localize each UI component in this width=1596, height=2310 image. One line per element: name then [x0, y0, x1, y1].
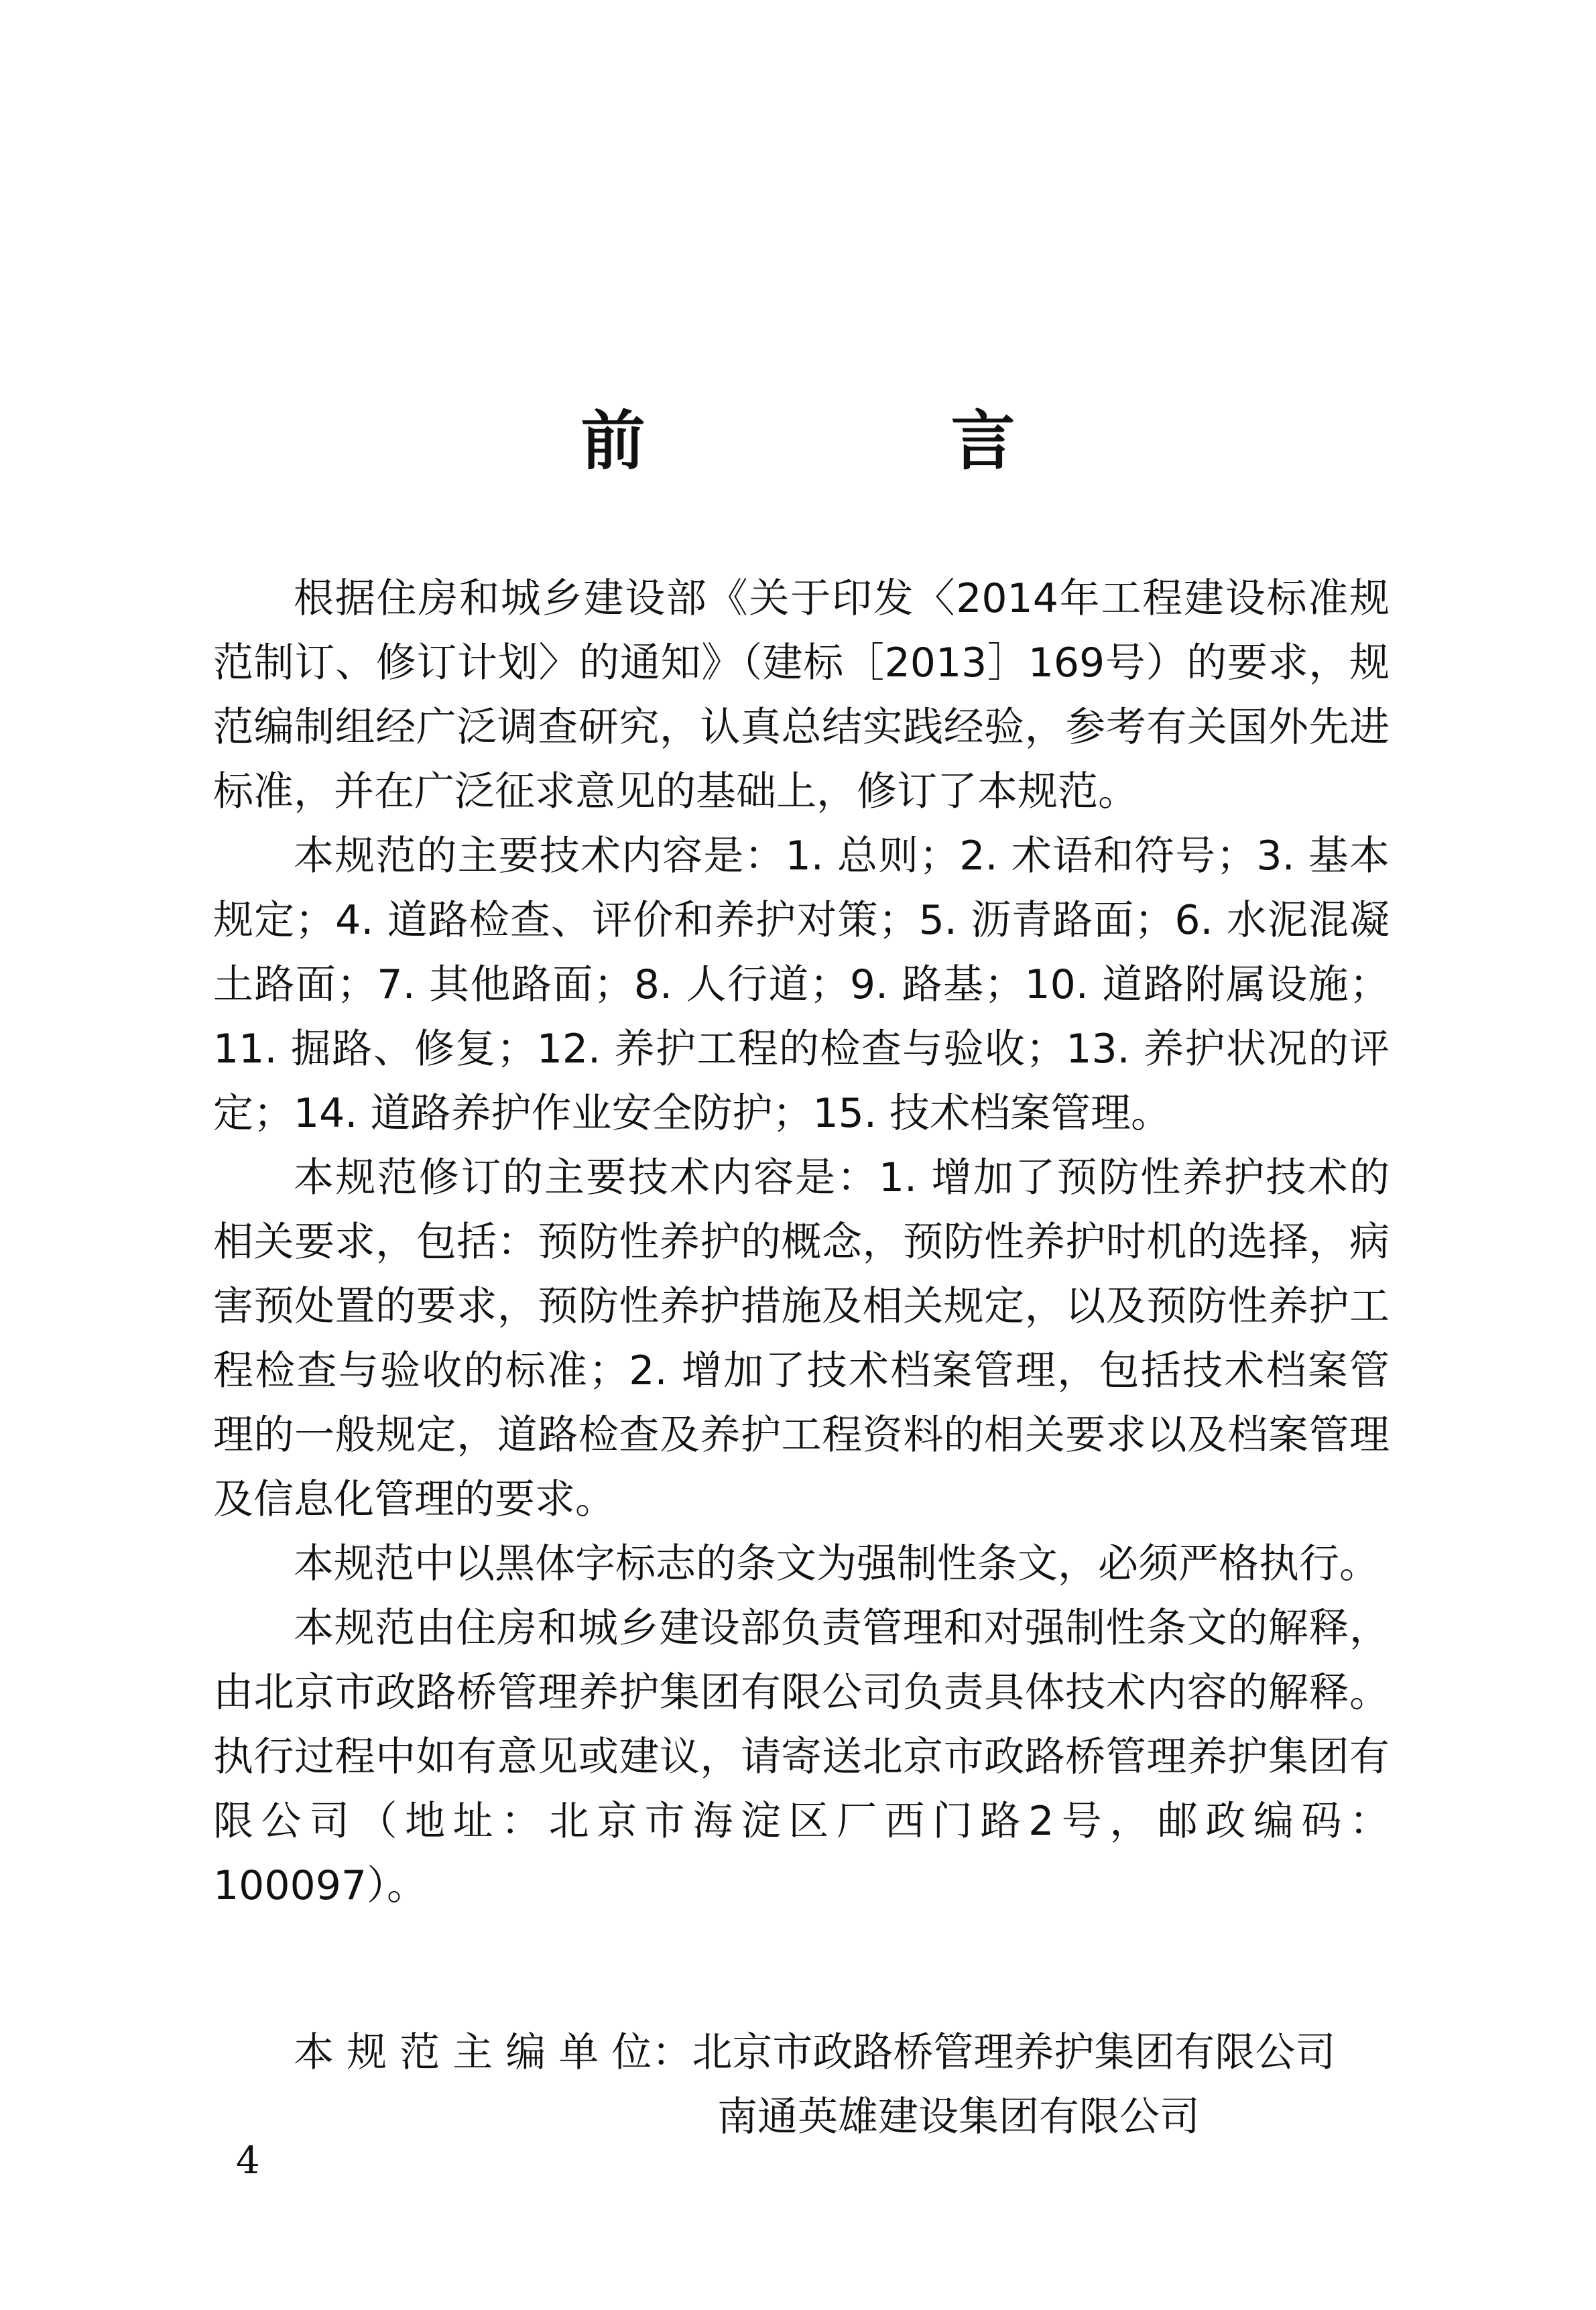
- page-title: 前 言: [580, 403, 1136, 479]
- preface-body: [213, 566, 1390, 1918]
- editor-unit: 北京市政路桥管理养护集团有限公司: [692, 2029, 1336, 2076]
- editor-row: [213, 2020, 1390, 2085]
- editor-label: 本 规 范 主 编 单 位：: [294, 2029, 692, 2076]
- paragraph: 根据住房和城乡建设部《关于印发〈2014年工程建设标准规范制订、修订计划〉的通知》（建标［2013］169号）的要求，规范编制组经广泛调查研究，认真总结实践经验，参考有关国外先进标准，并在广泛征求意见的基础上，修订了本规范。: [213, 575, 1390, 815]
- editor-unit: 南通英雄建设集团有限公司: [717, 2093, 1200, 2140]
- editor-row: [213, 2085, 1390, 2149]
- paragraph: 本规范修订的主要技术内容是：1. 增加了预防性养护技术的相关要求，包括：预防性养护的概念，预防性养护时机的选择，病害预处置的要求，预防性养护措施及相关规定，以及预防性养护工程检查与验收的标准；2. 增加了技术档案管理，包括技术档案管理的一般规定，道路检查及养护工程资料的相关要求以及档案管理及信息化管理的要求。: [213, 1154, 1390, 1523]
- paragraph: 本规范由住房和城乡建设部负责管理和对强制性条文的解释，由北京市政路桥管理养护集团有限公司负责具体技术内容的解释。执行过程中如有意见或建议，请寄送北京市政路桥管理养护集团有限公司（地址：北京市海淀区厂西门路2号，邮政编码：100097）。: [213, 1605, 1390, 1909]
- paragraph: 本规范中以黑体字标志的条文为强制性条文，必须严格执行。: [294, 1540, 1379, 1587]
- page-number: 4: [236, 2139, 260, 2183]
- chief-editor-units: [213, 2020, 1390, 2149]
- paragraph: 本规范的主要技术内容是：1. 总则；2. 术语和符号；3. 基本规定；4. 道路检查、评价和养护对策；5. 沥青路面；6. 水泥混凝土路面；7. 其他路面；8. 人行道；9. 路基；10. 道路附属设施；11. 掘路、修复；12. 养护工程的检查与验收；13. 养护状况的评定；14. 道路养护作业安全防护；15. 技术档案管理。: [213, 833, 1390, 1137]
